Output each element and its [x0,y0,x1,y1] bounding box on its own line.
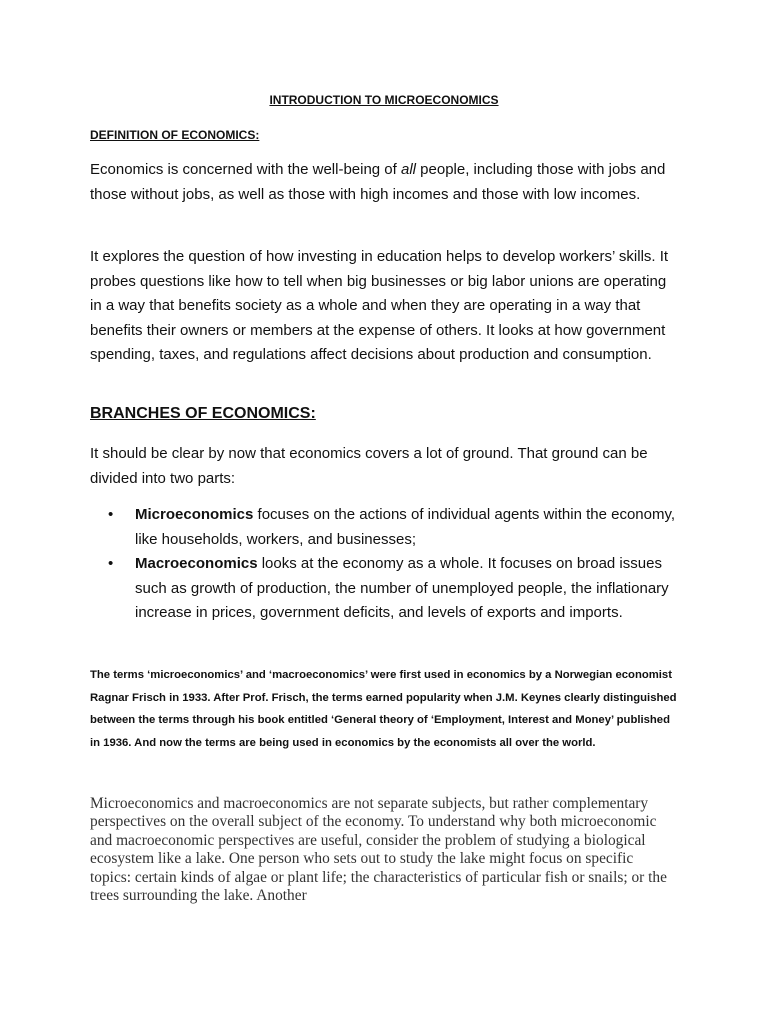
definition-emphasis: all [401,161,417,178]
list-item-macroeconomics [90,552,680,626]
bullet-icon: • [108,555,114,572]
perspectives-paragraph: Microeconomics and macroeconomics are not separate subjects, but rather complementary perspectives on the overall subject of the economy. To understand why both microeconomic and macroeconomic perspectives are useful, consider the problem of studying a biological ecosystem like a lake. One person who sets out to study the lake might focus on specific topics: certain kinds of algae or plant life; the characteristics of particular fish or snails; or the trees surrounding the lake. Another [90,795,667,905]
macroeconomics-description: looks at the economy as a whole. It focuses on broad issues such as growth of production, the number of unemployed people, the inflationary increase in prices, government deficits, and levels of exports and imports. [135,555,669,621]
scope-paragraph: It explores the question of how investing in education helps to develop workers’ skills. It probes questions like how to tell when big businesses or big labor unions are operating in a way that benefits society as a whole and when they are operating in a way that benefits their owners or members at the expense of others. It looks at how government spending, taxes, and regulations affect decisions about production and consumption. [90,248,669,363]
branches-intro-paragraph: It should be clear by now that economics covers a lot of ground. That ground can be divided into two parts: [90,445,648,487]
definition-text-start: Economics is concerned with the well-being of [90,161,401,178]
branches-list [90,503,680,626]
definition-paragraph [90,158,680,207]
branches-heading: BRANCHES OF ECONOMICS: [90,405,316,422]
bullet-icon: • [108,506,114,523]
document-title: INTRODUCTION TO MICROECONOMICS [269,93,499,107]
microeconomics-term: Microeconomics [135,506,254,523]
definition-text-end: people, including those with jobs and those without jobs, as well as those with high incomes and those with low incomes. [90,161,666,203]
macroeconomics-term: Macroeconomics [135,555,258,572]
definition-heading: DEFINITION OF ECONOMICS: [90,128,260,142]
microeconomics-description: focuses on the actions of individual agents within the economy, like households, workers, and businesses; [135,506,676,548]
history-paragraph: The terms ‘microeconomics’ and ‘macroeconomics’ were first used in economics by a Norwegian economist Ragnar Frisch in 1933. After Prof. Frisch, the terms earned popularity when J.M. Keynes clearly distinguished between the terms through his book entitled ‘General theory of ‘Employment, Interest and Money’ published in 1936. And now the terms are being used in economics by the economists all over the world. [90,669,677,749]
list-item-microeconomics [90,503,680,552]
